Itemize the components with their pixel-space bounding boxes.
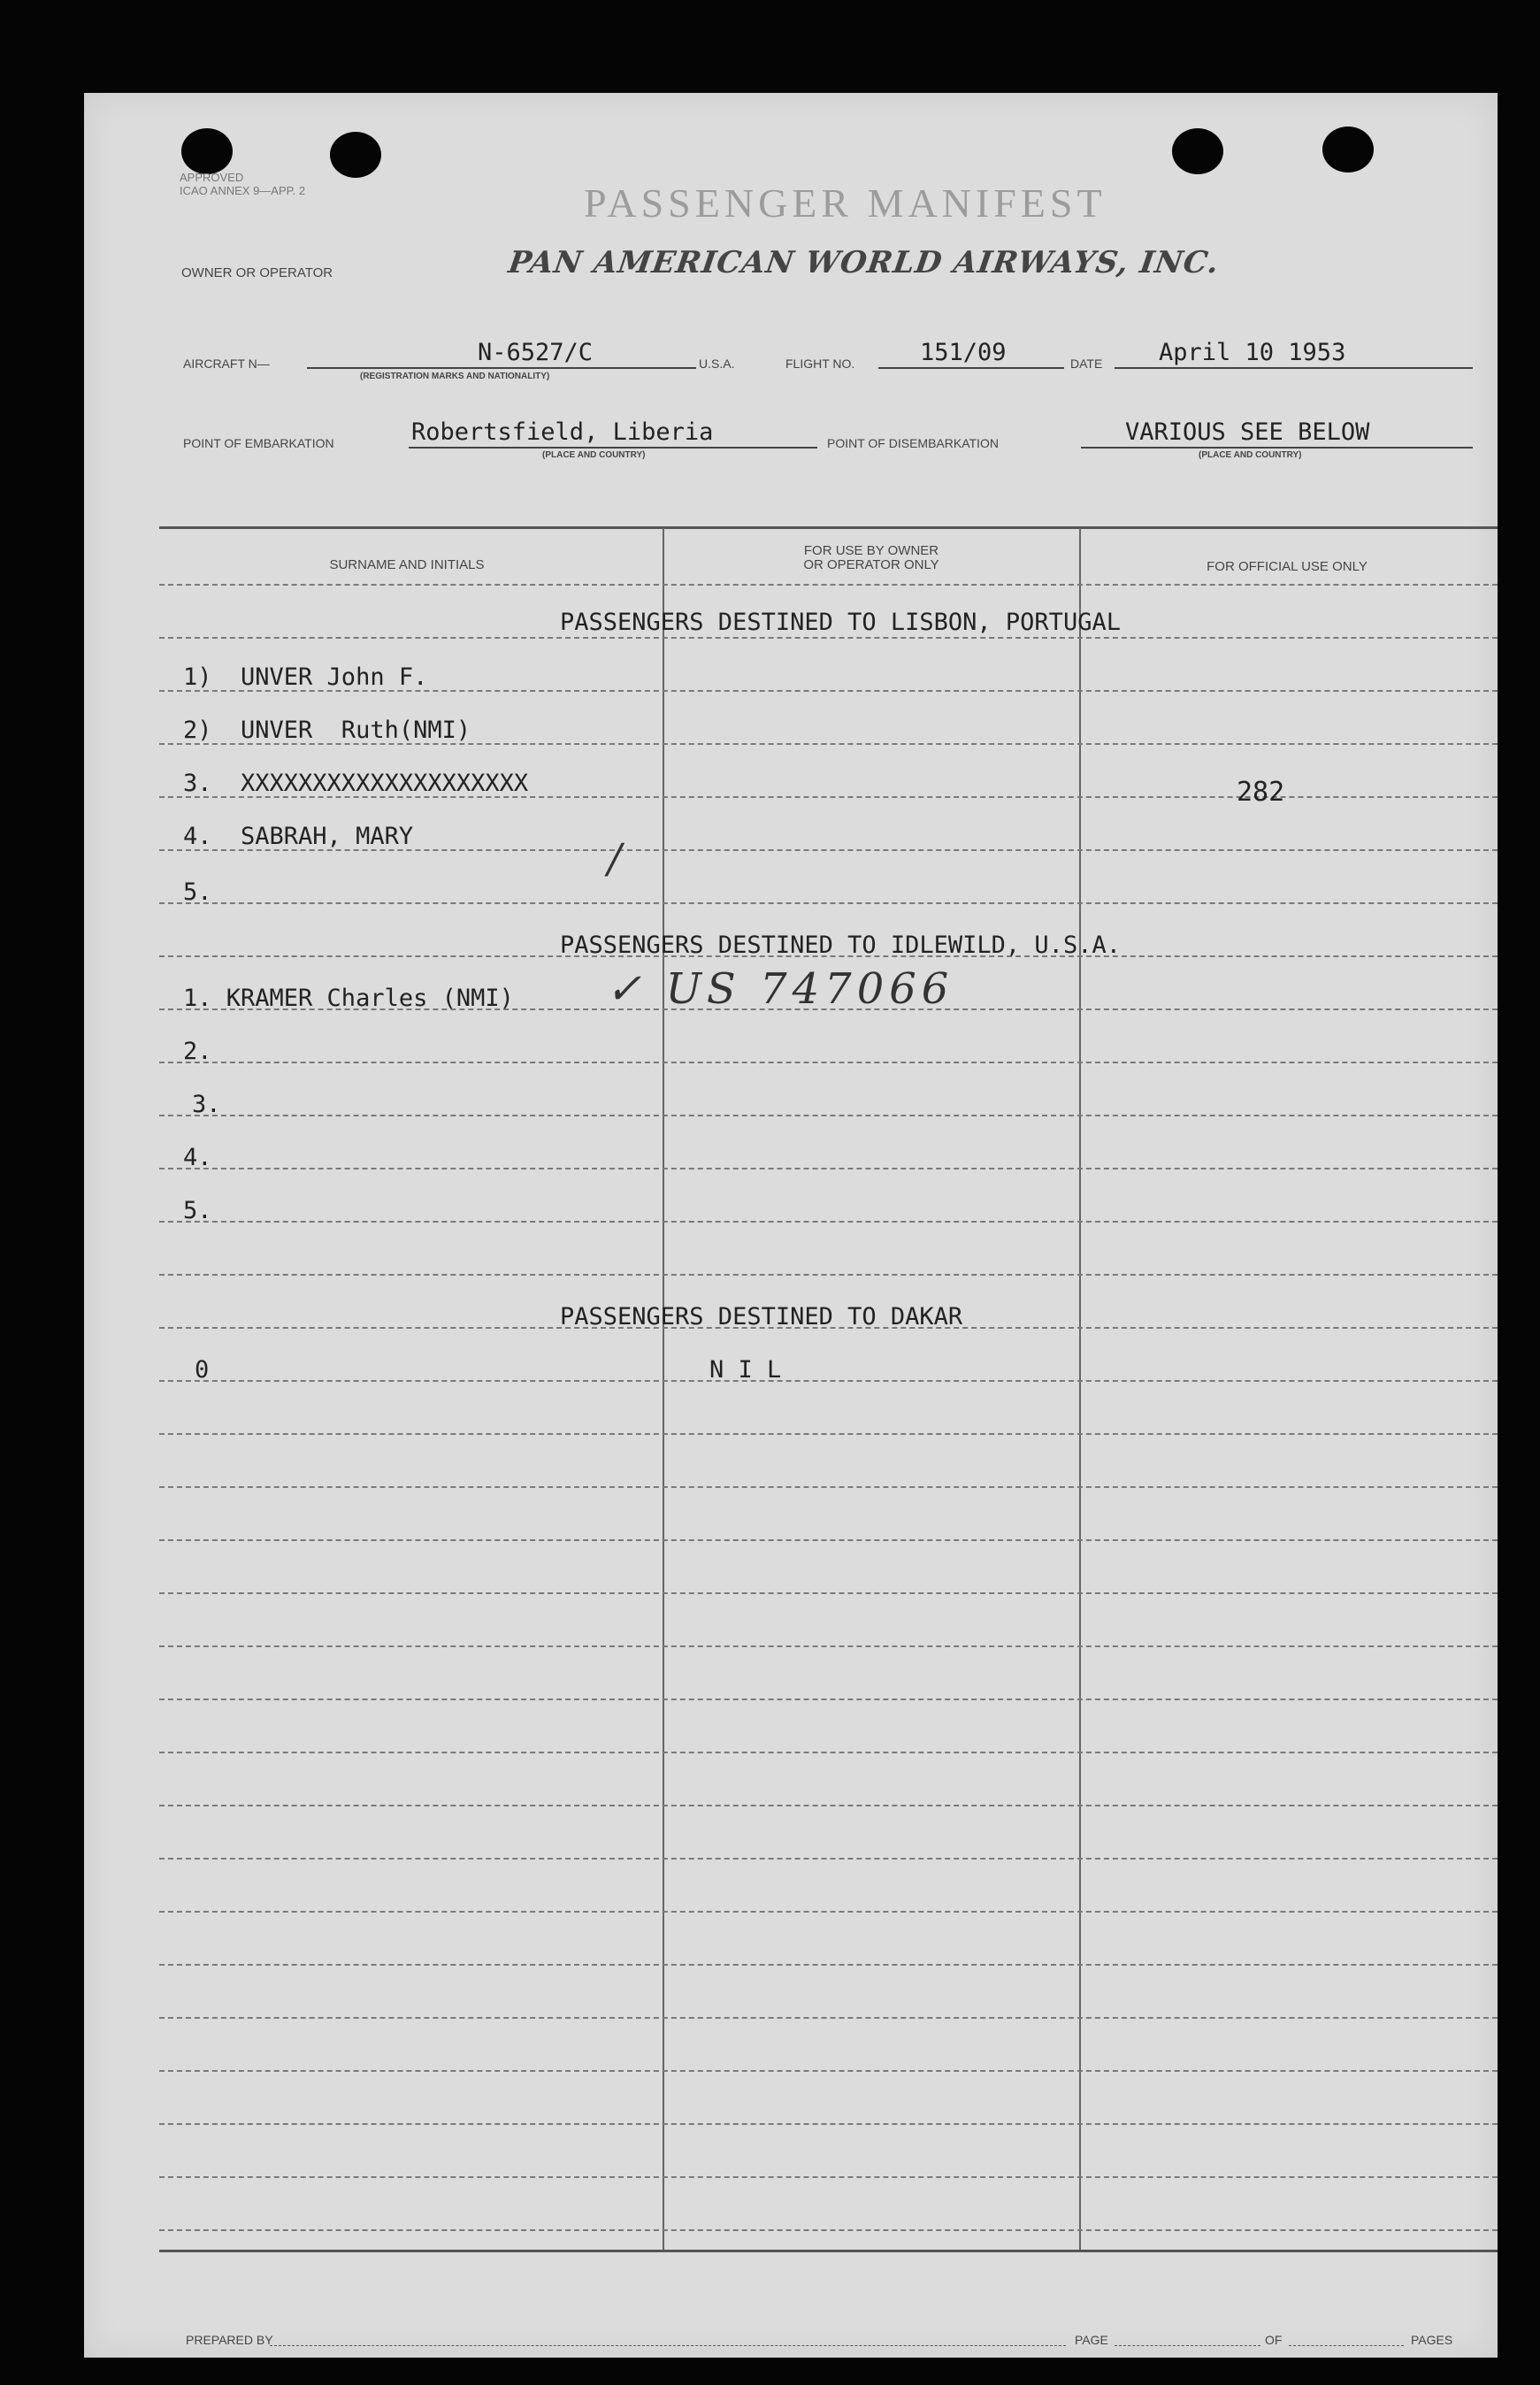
row-rule [159,1592,1498,1594]
row-rule [159,584,1498,586]
date-underline [1115,367,1473,369]
row-rule [159,2017,1498,2019]
embarkation-sublabel: (PLACE AND COUNTRY) [542,450,646,460]
date-label: DATE [1070,357,1103,371]
column-header-official: FOR OFFICIAL USE ONLY [1207,559,1368,574]
passenger-row: 2) UNVER Ruth(NMI) [183,717,471,744]
aircraft-value: N-6527/C [478,339,594,366]
passenger-row: 4. [183,1144,212,1171]
passenger-row-struck: 3. XXXXXXXXXXXXXXXXXXXX [183,770,529,797]
passenger-row: 3. [192,1091,221,1118]
passenger-row: 5. [183,1197,212,1224]
table-top-rule [159,526,1498,529]
row-rule [159,1274,1498,1276]
passenger-row: 5. [183,878,212,906]
row-rule [159,1539,1498,1541]
row-rule [159,1380,1498,1382]
of-underline [1289,2345,1404,2346]
row-rule [159,1221,1498,1223]
embarkation-label: POINT OF EMBARKATION [183,436,334,450]
official-number: 282 [1237,777,1285,808]
embarkation-underline [409,447,817,449]
row-rule [159,1486,1498,1488]
row-rule [159,637,1498,639]
disembarkation-underline [1081,447,1473,449]
column-header-operator [668,544,1075,572]
handwritten-visa-number: ✓ US 747066 [606,964,954,1014]
usa-label: U.S.A. [699,357,735,371]
row-rule [159,2229,1498,2231]
disembarkation-label: POINT OF DISEMBARKATION [827,436,999,450]
column-divider [1079,528,1081,2250]
pages-label: PAGES [1411,2333,1453,2347]
disembarkation-sublabel: (PLACE AND COUNTRY) [1199,450,1302,460]
manifest-page [84,93,1498,2358]
row-rule [159,1805,1498,1806]
page-underline [1115,2345,1260,2346]
destination-heading: PASSENGERS DESTINED TO IDLEWILD, U.S.A. [560,932,1121,959]
approval-line: APPROVED [180,171,244,184]
row-rule [159,1911,1498,1913]
owner-label: OWNER OR OPERATOR [181,265,333,280]
passenger-row: 1. KRAMER Charles (NMI) [183,985,514,1012]
nil-entry: N I L [709,1356,782,1384]
destination-heading: PASSENGERS DESTINED TO LISBON, PORTUGAL [560,609,1121,636]
column-header-line: OR OPERATOR ONLY [803,557,939,572]
prepared-by-label: PREPARED BY [186,2333,273,2347]
row-rule [159,2176,1498,2178]
column-header-surname: SURNAME AND INITIALS [329,557,485,572]
aircraft-label: AIRCRAFT N— [183,357,270,371]
destination-heading: PASSENGERS DESTINED TO DAKAR [560,1303,963,1331]
row-rule [159,2123,1498,2125]
punch-hole [330,132,381,178]
row-rule [159,1752,1498,1753]
column-header-line: FOR USE BY OWNER [803,543,939,558]
pen-mark: / [608,834,622,882]
disembarkation-value: VARIOUS SEE BELOW [1125,418,1370,446]
row-rule [159,1858,1498,1860]
passenger-row: 4. SABRAH, MARY [183,823,414,850]
registration-sublabel: (REGISTRATION MARKS AND NATIONALITY) [360,372,550,381]
table-bottom-rule [159,2250,1498,2252]
flight-label: FLIGHT NO. [785,357,855,371]
prepared-by-underline [270,2345,1066,2346]
date-value: April 10 1953 [1159,339,1346,366]
passenger-count: 0 [195,1356,210,1384]
punch-hole [181,128,233,174]
row-rule [159,1964,1498,1966]
passenger-row: 2. [183,1038,212,1065]
aircraft-underline [307,367,696,369]
passenger-row: 1) UNVER John F. [183,663,428,691]
row-rule [159,1645,1498,1647]
punch-hole [1172,128,1223,174]
page-label: PAGE [1075,2333,1108,2347]
row-rule [159,1433,1498,1435]
row-rule [159,1115,1498,1116]
row-rule [159,1699,1498,1700]
row-rule [159,902,1498,904]
row-rule [159,1062,1498,1063]
flight-underline [878,367,1064,369]
form-title: PASSENGER MANIFEST [584,180,1107,226]
embarkation-value: Robertsfield, Liberia [411,418,714,446]
punch-hole [1322,127,1374,173]
approval-line: ICAO ANNEX 9—APP. 2 [180,184,306,197]
row-rule [159,1168,1498,1169]
row-rule [159,2070,1498,2072]
of-label: OF [1265,2333,1283,2347]
company-name: PAN AMERICAN WORLD AIRWAYS, INC. [506,245,1222,280]
approval-note [180,171,305,197]
flight-value: 151/09 [920,339,1007,366]
column-divider [663,528,664,2250]
